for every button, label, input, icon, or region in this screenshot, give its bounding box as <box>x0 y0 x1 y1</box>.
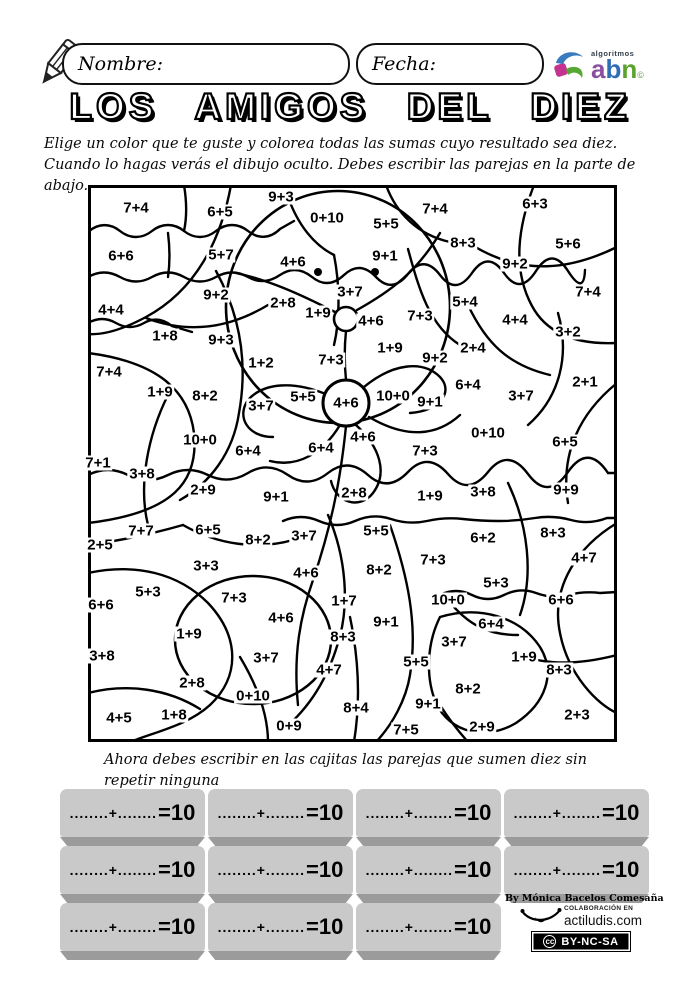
answer-box-base <box>60 837 205 846</box>
sum-label[interactable]: 3+8 <box>470 483 496 501</box>
sum-label[interactable]: 8+3 <box>546 661 572 679</box>
sum-label[interactable]: 1+7 <box>331 592 357 610</box>
sum-label[interactable]: 6+4 <box>455 376 481 394</box>
sum-label[interactable]: 6+6 <box>88 596 114 614</box>
sum-label[interactable]: 1+8 <box>161 706 187 724</box>
sum-label[interactable]: 2+5 <box>87 536 113 554</box>
answer-box[interactable] <box>208 903 353 960</box>
sum-label[interactable]: 6+5 <box>207 203 233 221</box>
sum-label[interactable]: 7+1 <box>85 454 111 472</box>
sum-label[interactable]: 8+3 <box>540 524 566 542</box>
sum-label[interactable]: 4+6 <box>358 312 384 330</box>
answer-box-base <box>504 837 649 846</box>
answer-box-dots: ........+........ <box>217 919 306 935</box>
sum-label[interactable]: 2+8 <box>341 484 367 502</box>
abn-logo-abn: abn© <box>591 53 644 84</box>
sum-label[interactable]: 7+3 <box>407 307 433 325</box>
answer-box-dots: ........+........ <box>69 862 158 878</box>
sum-label[interactable]: 4+4 <box>502 311 528 329</box>
sum-label[interactable]: 5+5 <box>403 653 429 671</box>
sum-label[interactable]: 10+0 <box>431 591 465 609</box>
sum-label[interactable]: 8+2 <box>245 531 271 549</box>
sum-label[interactable]: 8+3 <box>330 628 356 646</box>
sum-label[interactable]: 6+4 <box>235 442 261 460</box>
sum-label[interactable]: 5+5 <box>363 522 389 540</box>
sum-label[interactable]: 4+6 <box>268 609 294 627</box>
answer-box-dots: ........+........ <box>513 862 602 878</box>
answer-box-base <box>208 951 353 960</box>
answer-box[interactable] <box>60 846 205 903</box>
answer-box-result: =10 <box>158 857 196 882</box>
sum-label[interactable]: 7+4 <box>575 283 601 301</box>
sum-label[interactable]: 3+8 <box>129 465 155 483</box>
answer-box-dots: ........+........ <box>365 862 454 878</box>
sum-label[interactable]: 9+9 <box>553 481 579 499</box>
sum-label[interactable]: 3+7 <box>337 283 363 301</box>
sum-label[interactable]: 9+2 <box>203 286 229 304</box>
sum-label[interactable]: 2+9 <box>469 718 495 736</box>
sum-label[interactable]: 9+3 <box>268 188 294 206</box>
sum-label[interactable]: 7+4 <box>422 200 448 218</box>
answer-box-dots: ........+........ <box>217 805 306 821</box>
sum-label[interactable]: 7+5 <box>393 721 419 739</box>
name-write-space[interactable] <box>163 45 348 83</box>
sum-label[interactable]: 8+2 <box>192 387 218 405</box>
answer-box-base <box>356 837 501 846</box>
sum-label[interactable]: 5+5 <box>290 388 316 406</box>
sum-label[interactable]: 7+7 <box>128 522 154 540</box>
sum-label[interactable]: 7+3 <box>412 442 438 460</box>
instructions-bottom: Ahora debes escribir en las cajitas las parejas que sumen diez sin repetir ninguna <box>104 752 587 790</box>
sum-label[interactable]: 1+9 <box>377 339 403 357</box>
answer-box-result: =10 <box>306 857 344 882</box>
answer-box-result: =10 <box>602 800 640 825</box>
sum-label[interactable]: 9+1 <box>417 393 443 411</box>
sum-label[interactable]: 3+7 <box>248 397 274 415</box>
sum-label[interactable]: 1+9 <box>176 625 202 643</box>
sum-label[interactable]: 2+1 <box>572 373 598 391</box>
sum-label[interactable]: 4+4 <box>98 301 124 319</box>
sum-label[interactable]: 3+2 <box>555 323 581 341</box>
sum-label[interactable]: 8+3 <box>450 234 476 252</box>
sum-label[interactable]: 1+2 <box>248 354 274 372</box>
sum-label[interactable]: 8+2 <box>366 561 392 579</box>
page-title: LOS AMIGOS DEL DIEZ <box>69 86 631 127</box>
sum-label[interactable]: 7+3 <box>420 551 446 569</box>
sum-label[interactable]: 6+5 <box>552 433 578 451</box>
sum-label[interactable]: 7+3 <box>221 589 247 607</box>
coloring-puzzle[interactable] <box>85 185 617 742</box>
sum-label[interactable]: 9+1 <box>373 613 399 631</box>
sum-label[interactable]: 6+2 <box>470 529 496 547</box>
abn-logo <box>552 44 672 88</box>
answer-box-base <box>60 894 205 903</box>
answer-box[interactable] <box>356 903 501 960</box>
answer-box[interactable] <box>208 846 353 903</box>
sum-label[interactable]: 7+4 <box>96 363 122 381</box>
sum-label[interactable]: 2+4 <box>460 339 486 357</box>
sum-label[interactable]: 4+7 <box>571 549 597 567</box>
sum-label[interactable]: 2+8 <box>270 294 296 312</box>
answer-box-dots: ........+........ <box>217 862 306 878</box>
sum-label[interactable]: 5+3 <box>483 574 509 592</box>
sum-label[interactable]: 3+7 <box>253 649 279 667</box>
answer-box-dots: ........+........ <box>365 919 454 935</box>
abn-logo-icon <box>552 47 588 85</box>
cc-license-badge[interactable] <box>531 931 631 952</box>
sum-label[interactable]: 1+9 <box>147 383 173 401</box>
answer-box-base <box>356 894 501 903</box>
abn-logo-word: algoritmos <box>591 49 635 59</box>
answer-box-result: =10 <box>454 800 492 825</box>
sum-label[interactable]: 9+1 <box>263 488 289 506</box>
sum-label[interactable]: 1+9 <box>511 648 537 666</box>
sum-label[interactable]: 4+7 <box>316 661 342 679</box>
sum-label[interactable]: 6+6 <box>548 591 574 609</box>
answer-box[interactable] <box>60 789 205 846</box>
actiludis-smile-icon <box>520 907 562 927</box>
sum-label[interactable]: 5+6 <box>555 235 581 253</box>
answer-box-result: =10 <box>158 800 196 825</box>
answer-box-dots: ........+........ <box>69 919 158 935</box>
answer-box-base <box>208 837 353 846</box>
answer-box-base <box>60 951 205 960</box>
sum-label[interactable]: 1+8 <box>152 327 178 345</box>
answer-box-result: =10 <box>454 914 492 939</box>
sum-label[interactable]: 9+2 <box>502 255 528 273</box>
credits <box>505 893 664 952</box>
sum-label[interactable]: 8+4 <box>343 699 369 717</box>
sum-label[interactable]: 4+6 <box>333 394 359 412</box>
answer-box[interactable] <box>504 789 649 846</box>
sum-label[interactable]: 3+7 <box>291 527 317 545</box>
sum-label[interactable]: 6+5 <box>195 521 221 539</box>
puzzle-sums-layer <box>85 185 617 742</box>
sum-label[interactable]: 2+9 <box>190 481 216 499</box>
sum-label[interactable]: 7+4 <box>123 199 149 217</box>
sum-label[interactable]: 3+7 <box>508 387 534 405</box>
sum-label[interactable]: 4+6 <box>280 253 306 271</box>
answer-box[interactable] <box>356 846 501 903</box>
sum-label[interactable]: 0+10 <box>471 424 505 442</box>
actiludis-link[interactable]: actiludis.com <box>563 912 643 928</box>
sum-label[interactable]: 4+6 <box>293 564 319 582</box>
answer-box[interactable] <box>60 903 205 960</box>
sum-label[interactable]: 1+9 <box>417 487 443 505</box>
sum-label[interactable]: 10+0 <box>183 431 217 449</box>
sum-label[interactable]: 0+10 <box>236 687 270 705</box>
sum-label[interactable]: 6+6 <box>108 247 134 265</box>
sum-label[interactable]: 9+3 <box>208 331 234 349</box>
copyright-mark: © <box>637 69 644 80</box>
date-write-space[interactable] <box>436 45 542 83</box>
sum-label[interactable]: 3+7 <box>441 633 467 651</box>
sum-label[interactable]: 4+5 <box>106 709 132 727</box>
answer-box[interactable] <box>356 789 501 846</box>
sum-label[interactable]: 10+0 <box>376 387 410 405</box>
sum-label[interactable]: 3+3 <box>193 557 219 575</box>
sum-label[interactable]: 3+8 <box>89 647 115 665</box>
sum-label[interactable]: 4+6 <box>350 428 376 446</box>
sum-label[interactable]: 1+9 <box>305 304 331 322</box>
date-field[interactable] <box>356 43 544 85</box>
answer-box-dots: ........+........ <box>365 805 454 821</box>
sum-label[interactable]: 6+3 <box>522 195 548 213</box>
answer-box-result: =10 <box>158 914 196 939</box>
sum-label[interactable]: 5+3 <box>135 583 161 601</box>
answer-box-result: =10 <box>306 800 344 825</box>
sum-label[interactable]: 5+7 <box>208 246 234 264</box>
answer-box-result: =10 <box>306 914 344 939</box>
author-byline: By Mónica Bacelos Comesaña <box>505 893 664 904</box>
sum-label[interactable]: 0+10 <box>310 209 344 227</box>
sum-label[interactable]: 5+5 <box>373 215 399 233</box>
date-label: Fecha: <box>372 53 436 75</box>
sum-label[interactable]: 9+2 <box>422 349 448 367</box>
name-field[interactable] <box>62 43 350 85</box>
answer-box[interactable] <box>208 789 353 846</box>
sum-label[interactable]: 2+8 <box>179 674 205 692</box>
answer-box-result: =10 <box>454 857 492 882</box>
sum-label[interactable]: 8+2 <box>455 680 481 698</box>
sum-label[interactable]: 9+1 <box>372 247 398 265</box>
instructions-top: Elige un color que te guste y colorea todas las sumas cuyo resultado sea diez. Cuando lo hagas verás el dibujo oculto. Debes escribir las parejas en la parte de abajo. <box>44 136 636 195</box>
answer-box-result: =10 <box>602 857 640 882</box>
sum-label[interactable]: 2+3 <box>564 706 590 724</box>
cc-license-text: BY-NC-SA <box>561 935 619 948</box>
sum-label[interactable]: 9+1 <box>415 695 441 713</box>
sum-label[interactable]: 0+9 <box>276 717 302 735</box>
sum-label[interactable]: 6+4 <box>478 615 504 633</box>
name-label: Nombre: <box>78 53 163 75</box>
answer-box-dots: ........+........ <box>69 805 158 821</box>
answer-box-base <box>356 951 501 960</box>
collab-label: COLABORACIÓN EN <box>563 905 634 912</box>
answer-box-dots: ........+........ <box>513 805 602 821</box>
cc-icon: cc <box>543 935 556 948</box>
sum-label[interactable]: 6+4 <box>308 439 334 457</box>
answer-box-base <box>208 894 353 903</box>
sum-label[interactable]: 7+3 <box>318 351 344 369</box>
sum-label[interactable]: 5+4 <box>452 293 478 311</box>
